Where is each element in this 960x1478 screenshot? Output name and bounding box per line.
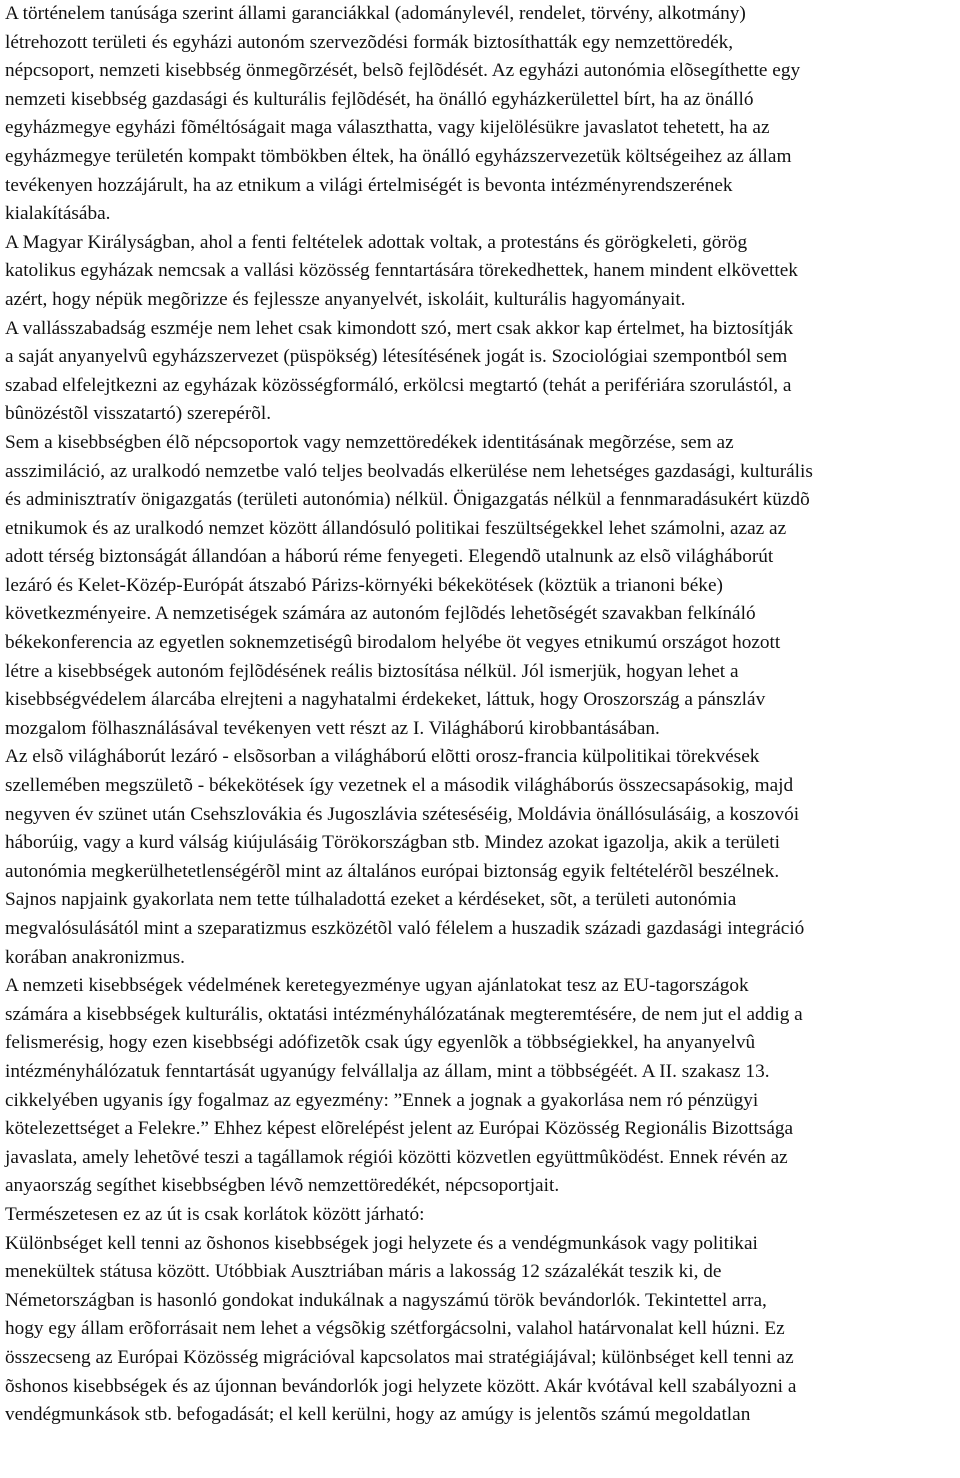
text-line: számára a kisebbségek kulturális, oktatási intézményhálózatának megteremtésére, de nem jut el addig a [5,1003,803,1025]
text-line: létrehozott területi és egyházi autonóm szervezõdési formák biztosíthatták egy nemzettöredék, [5,31,734,53]
text-line: etnikumok és az uralkodó nemzet között állandósuló politikai feszültségekkel lehet számolni, azaz az [5,517,787,539]
text-line: felismerésig, hogy ezen kisebbségi adófizetõk csak úgy egyenlõk a többségiekkel, ha anyanyelvû [5,1032,756,1054]
text-line: békekonferencia az egyetlen soknemzetiségû birodalom helyébe öt vegyes etnikumú országot hozott [5,632,781,654]
text-line: javaslata, amely lehetõvé teszi a tagállamok régiói közötti közvetlen együttmûködést. Ennek révén az [5,1146,788,1168]
text-line: Sem a kisebbségben élõ népcsoportok vagy nemzettöredékek identitásának megõrzése, sem az [5,431,734,453]
text-line: egyházmegye területén kompakt tömbökben éltek, ha önálló egyházszervezetük költségeihez az állam [5,145,792,167]
text-line: tevékenyen hozzájárult, ha az etnikum a világi értelmiségét is bevonta intézményrendszerének [5,174,733,196]
text-line: vendégmunkások stb. befogadását; el kell kerülni, hogy az amúgy is jelentõs számú megoldatlan [5,1404,751,1426]
text-line: Az elsõ világháborút lezáró - elsõsorban a világháború elõtti orosz-francia külpolitikai törekvések [5,746,760,768]
text-line: A nemzeti kisebbségek védelmének keretegyezménye ugyan ajánlatokat tesz az EU-tagországok [5,975,749,997]
text-line: bûnözéstõl visszatartó) szerepérõl. [5,403,272,425]
text-line: A Magyar Királyságban, ahol a fenti feltételek adottak voltak, a protestáns és görögkeleti, görög [5,231,748,253]
text-line: kisebbségvédelem álarcába elrejteni a nagyhatalmi érdekeket, láttuk, hogy Oroszország a pánszláv [5,689,766,711]
text-line: nemzeti kisebbség gazdasági és kulturális fejlõdését, ha önálló egyházkerülettel bírt, ha az önálló [5,88,754,110]
text-line: összecseng az Európai Közösség migrációval kapcsolatos mai stratégiájával; különbséget kell tenni az [5,1346,794,1368]
text-line: népcsoport, nemzeti kisebbség önmegõrzését, belsõ fejlõdését. Az egyházi autonómia elõsegíthette egy [5,60,801,82]
text-line: kötelezettséget a Felekre.” Ehhez képest elõrelépést jelent az Európai Közösség Regionális Bizottsága [5,1118,794,1140]
text-line: anyaország segíthet kisebbségben lévõ nemzettöredékét, népcsoportjait. [5,1175,560,1197]
text-line: A történelem tanúsága szerint állami garanciákkal (adománylevél, rendelet, törvény, alkotmány) [5,3,746,24]
text-line: következményeire. A nemzetiségek számára az autonóm fejlõdés lehetõségét szavakban felkínáló [5,603,756,625]
text-line: A vallásszabadság eszméje nem lehet csak kimondott szó, mert csak akkor kap értelmet, ha biztosítják [5,317,794,339]
text-line: szellemében megszületõ - békekötések így vezetnek el a második világháborús összecsapásokig, majd [5,775,794,797]
text-line: katolikus egyházak nemcsak a vallási közösség fenntartására törekedhettek, hanem mindent elkövettek [5,260,798,282]
text-line: azért, hogy népük megõrizze és fejlessze anyanyelvét, iskoláit, kulturális hagyományait. [5,288,686,310]
text-line: és adminisztratív önigazgatás (területi autonómia) nélkül. Önigazgatás nélkül a fennmaradásukért küzdõ [5,489,810,511]
text-line: Sajnos napjaink gyakorlata nem tette túlhaladottá ezeket a kérdéseket, sõt, a területi autonómia [5,889,737,911]
text-line: Különbséget kell tenni az õshonos kisebbségek jogi helyzete és a vendégmunkások vagy politikai [5,1232,758,1254]
text-line: intézményhálózatuk fenntartását ugyanúgy felvállalja az állam, mint a többségéét. A II. szakasz 13. [5,1060,770,1082]
text-line: háborúig, vagy a kurd válság kiújulásáig Törökországban stb. Mindez azokat igazolja, akik a területi [5,832,780,854]
text-line: kialakításába. [5,203,111,225]
text-line: asszimiláció, az uralkodó nemzetbe való teljes beolvadás elkerülése nem lehetséges gazdasági, kulturális [5,460,813,482]
text-line: lezáró és Kelet-Közép-Európát átszabó Párizs-környéki békekötések (köztük a trianoni béke) [5,574,723,596]
text-line: cikkelyében ugyanis így fogalmaz az egyezmény: ”Ennek a jognak a gyakorlása nem ró pénzügyi [5,1089,759,1111]
text-line: szabad elfelejtkezni az egyházak közösségformáló, erkölcsi megtartó (tehát a perifériára szorulástól, a [5,374,792,396]
text-line: õshonos kisebbségek és az újonnan bevándorlók jogi helyzete között. Akár kvótával kell szabályozni a [5,1375,797,1397]
text-line: adott térség biztonságát állandóan a háború réme fenyegeti. Elegendõ utalnunk az elsõ világháborút [5,546,774,568]
text-line: negyven év szünet után Csehszlovákia és Jugoszlávia széteséséig, Moldávia önállósulásáig, a koszovói [5,803,800,825]
text-line: egyházmegye egyházi fõméltóságait maga választhatta, vagy kijelölésükre javaslatot tehetett, ha az [5,117,770,139]
text-line: megvalósulásától mint a szeparatizmus eszközétõl való félelem a huszadik századi gazdasági integráció [5,918,805,939]
text-line: korában anakronizmus. [5,946,185,968]
text-line: menekültek státusa között. Utóbbiak Ausztriában máris a lakosság 12 százalékát teszik ki, de [5,1261,722,1283]
text-line: hogy egy állam erõforrásait nem lehet a végsõkig szétforgácsolni, valahol határvonalat kell húzni. Ez [5,1318,785,1340]
text-line: a saját anyanyelvû egyházszervezet (püspökség) létesítésének jogát is. Szociológiai szempontból sem [5,346,788,368]
text-line: létre a kisebbségek autonóm fejlõdésének reális biztosítása nélkül. Jól ismerjük, hogyan lehet a [5,660,739,682]
text-line: autonómia megkerülhetetlenségérõl mint az általános európai biztonság egyik feltételérõl beszélnek. [5,860,780,882]
text-line: Természetesen ez az út is csak korlátok között járható: [5,1203,425,1225]
text-line: mozgalom fölhasználásával tevékenyen vett részt az I. Világháború kirobbantásában. [5,717,660,739]
text-line: Németországban is hasonló gondokat indukálnak a nagyszámú török bevándorlók. Tekintettel arra, [5,1289,767,1311]
